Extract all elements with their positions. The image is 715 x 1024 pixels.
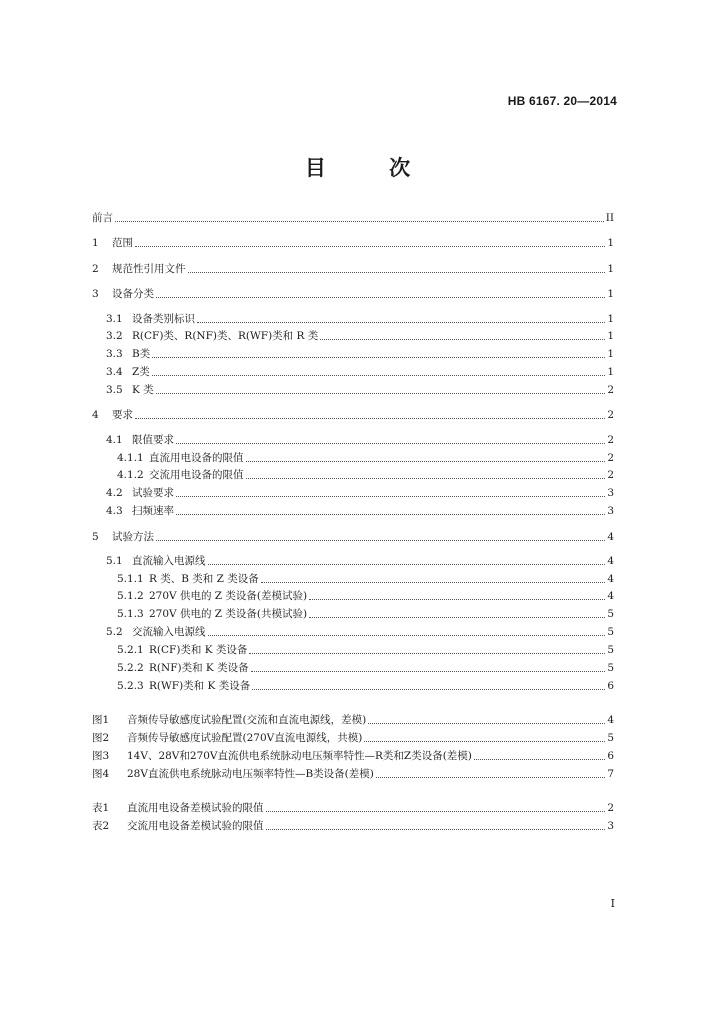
toc-entry-number: 3	[92, 288, 99, 300]
toc-leader-dots	[156, 297, 605, 298]
toc-entry-page: 1	[607, 330, 614, 342]
toc-entry	[92, 677, 614, 693]
toc-entry-page: 5	[607, 732, 614, 744]
toc-entry-page: 4	[607, 573, 614, 585]
toc-entry-number: 5.1.3	[117, 608, 144, 620]
toc-entry-title: R 类、B 类和 Z 类设备	[149, 573, 259, 585]
toc-entry-title: B类	[132, 348, 151, 360]
toc-entry-number: 4.2	[106, 487, 123, 499]
toc-leader-dots	[197, 322, 605, 323]
toc-leader-dots	[156, 393, 606, 394]
toc-entry-number: 5.1.1	[117, 573, 144, 585]
toc-entry-title: 270V 供电的 Z 类设备(共模试验)	[149, 608, 308, 620]
toc-entry	[92, 587, 614, 603]
toc-entry-title: 交流用电设备差模试验的限值	[127, 820, 264, 832]
toc-entry-page: 3	[607, 505, 614, 517]
toc-entry	[92, 209, 614, 225]
toc-leader-dots	[208, 635, 606, 636]
toc-entry-title: 规范性引用文件	[112, 263, 186, 275]
toc-entry-title: 14V、28V和270V直流供电系统脉动电压频率特性—R类和Z类设备(差模)	[127, 750, 472, 762]
toc-entry-number: 4.1	[106, 434, 123, 446]
toc-entry-page: 5	[607, 626, 614, 638]
toc-entry-number: 5.2.3	[117, 680, 144, 692]
toc-entry-number: 3.3	[106, 348, 123, 360]
toc-entry-number: 3.4	[106, 366, 123, 378]
toc-entry-title: 交流用电设备的限值	[149, 469, 244, 481]
toc-entry-number: 表2	[92, 820, 110, 832]
toc-entry	[92, 502, 614, 518]
toc-entry-page: 5	[607, 662, 614, 674]
toc-entry-page: 1	[607, 313, 614, 325]
toc-entry-number: 5	[92, 531, 99, 543]
toc-entry-title: 直流用电设备的限值	[149, 452, 244, 464]
toc-entry	[92, 605, 614, 621]
toc-entry	[92, 449, 614, 465]
toc-entry	[92, 765, 614, 781]
toc-entry-title: 音频传导敏感度试验配置(270V直流电源线，共模)	[127, 732, 363, 744]
toc-entry-page: 3	[607, 820, 614, 832]
toc-entry-title: 范围	[112, 237, 133, 249]
toc-leader-dots	[320, 339, 605, 340]
toc-entry-number: 1	[92, 237, 99, 249]
standard-code: HB 6167. 20—2014	[507, 94, 617, 108]
toc-entry-title: R(CF)类、R(NF)类、R(WF)类和 R 类	[132, 330, 319, 342]
toc-entry	[92, 363, 614, 379]
toc-entry-number: 5.2.1	[117, 644, 144, 656]
toc-entry-number: 5.1	[106, 555, 123, 567]
toc-entry-number: 4.1.1	[117, 452, 144, 464]
toc-leader-dots	[266, 829, 606, 830]
toc-entry-page: 4	[607, 714, 614, 726]
toc-entry-number: 表1	[92, 802, 110, 814]
toc-entry-number: 4.3	[106, 505, 123, 517]
toc-entry-page: 2	[607, 409, 614, 421]
toc-entry-number: 图4	[92, 768, 110, 780]
toc-entry-number: 4.1.2	[117, 469, 144, 481]
toc-leader-dots	[208, 564, 606, 565]
toc-entry	[92, 234, 614, 250]
toc-entry-page: 3	[607, 487, 614, 499]
toc-entry-number: 5.2.2	[117, 662, 144, 674]
toc-leader-dots	[176, 496, 605, 497]
toc-leader-dots	[376, 777, 605, 778]
toc-entry-number: 5.1.2	[117, 590, 144, 602]
toc-entry-number: 图2	[92, 732, 110, 744]
toc-entry	[92, 327, 614, 343]
toc-entry-page: 5	[607, 644, 614, 656]
toc-entry	[92, 729, 614, 745]
toc-entry	[92, 345, 614, 361]
toc-leader-dots	[249, 653, 605, 654]
toc-entry-page: 1	[607, 263, 614, 275]
toc-entry-page: 2	[607, 434, 614, 446]
toc-entry-title: 限值要求	[132, 434, 174, 446]
toc-leader-dots	[246, 478, 606, 479]
toc-leader-dots	[176, 514, 605, 515]
toc-entry-title: 扫频速率	[132, 505, 174, 517]
toc-entry-title: 设备分类	[112, 288, 154, 300]
toc-entry	[92, 406, 614, 422]
toc-entry-title: 前言	[92, 212, 113, 224]
toc-leader-dots	[261, 582, 606, 583]
toc-leader-dots	[309, 617, 605, 618]
toc-entry-title: 28V直流供电系统脉动电压频率特性—B类设备(差模)	[127, 768, 374, 780]
toc-entry	[92, 641, 614, 657]
toc-leader-dots	[115, 221, 604, 222]
toc-entry-number: 4	[92, 409, 99, 421]
toc-entry	[92, 711, 614, 727]
toc-entry-page: 1	[607, 348, 614, 360]
toc-entry-page: 5	[607, 608, 614, 620]
page-title: 目 次	[304, 155, 439, 180]
toc-leader-dots	[364, 741, 605, 742]
toc-entry-number: 图3	[92, 750, 110, 762]
toc-entry-page: II	[605, 212, 614, 224]
toc-entry-page: 6	[607, 680, 614, 692]
toc-entry-page: 2	[607, 452, 614, 464]
toc-leader-dots	[251, 671, 606, 672]
toc-leader-dots	[152, 357, 605, 358]
toc-entry-number: 3.1	[106, 313, 123, 325]
toc-entry-page: 4	[607, 590, 614, 602]
toc-entry-title: 直流输入电源线	[132, 555, 206, 567]
toc-entry	[92, 799, 614, 815]
toc-leader-dots	[156, 540, 605, 541]
toc-entry	[92, 623, 614, 639]
toc-leader-dots	[252, 689, 605, 690]
toc-entry	[92, 817, 614, 833]
toc-leader-dots	[266, 811, 606, 812]
toc-entry-title: 交流输入电源线	[132, 626, 206, 638]
toc-leader-dots	[188, 272, 606, 273]
toc-entry-page: 6	[607, 750, 614, 762]
toc-entry-page: 7	[607, 768, 614, 780]
toc-leader-dots	[135, 246, 605, 247]
toc-entry-number: 5.2	[106, 626, 123, 638]
toc-entry	[92, 484, 614, 500]
toc-leader-dots	[309, 599, 605, 600]
toc-entry	[92, 431, 614, 447]
toc-leader-dots	[152, 375, 606, 376]
toc-entry	[92, 466, 614, 482]
toc-entry-title: 直流用电设备差模试验的限值	[127, 802, 264, 814]
toc-entry-number: 2	[92, 263, 99, 275]
toc-entry-number: 3.2	[106, 330, 123, 342]
toc-entry	[92, 260, 614, 276]
toc-entry	[92, 659, 614, 675]
toc-entry-title: R(WF)类和 K 类设备	[149, 680, 251, 692]
toc-entry	[92, 528, 614, 544]
toc-entry-title: Z类	[132, 366, 150, 378]
toc-entry-title: R(CF)类和 K 类设备	[149, 644, 248, 656]
toc-entry-page: 1	[607, 366, 614, 378]
toc-leader-dots	[246, 461, 606, 462]
toc-entry	[92, 552, 614, 568]
page-number: I	[610, 897, 615, 910]
toc-entry-page: 2	[607, 384, 614, 396]
toc-entry-title: K 类	[132, 384, 154, 396]
toc-entry	[92, 310, 614, 326]
toc-entry-title: R(NF)类和 K 类设备	[149, 662, 249, 674]
toc-entry	[92, 747, 614, 763]
toc-entry	[92, 285, 614, 301]
toc-entry-number: 图1	[92, 714, 110, 726]
toc-leader-dots	[176, 443, 605, 444]
toc-entry-page: 1	[607, 237, 614, 249]
toc-leader-dots	[135, 418, 605, 419]
toc-entry-title: 试验要求	[132, 487, 174, 499]
toc-entry-title: 设备类别标识	[132, 313, 195, 325]
toc-entry-page: 2	[607, 802, 614, 814]
toc-leader-dots	[368, 723, 605, 724]
toc-entry-page: 2	[607, 469, 614, 481]
toc-entry	[92, 381, 614, 397]
toc-leader-dots	[474, 759, 605, 760]
toc-entry-page: 4	[607, 555, 614, 567]
toc-entry-page: 4	[607, 531, 614, 543]
toc-entry-title: 270V 供电的 Z 类设备(差模试验)	[149, 590, 308, 602]
toc-entry-number: 3.5	[106, 384, 123, 396]
toc-entry-page: 1	[607, 288, 614, 300]
toc-entry-title: 音频传导敏感度试验配置(交流和直流电源线，差模)	[127, 714, 367, 726]
toc-entry-title: 试验方法	[112, 531, 154, 543]
toc-entry-title: 要求	[112, 409, 133, 421]
toc-entry	[92, 570, 614, 586]
